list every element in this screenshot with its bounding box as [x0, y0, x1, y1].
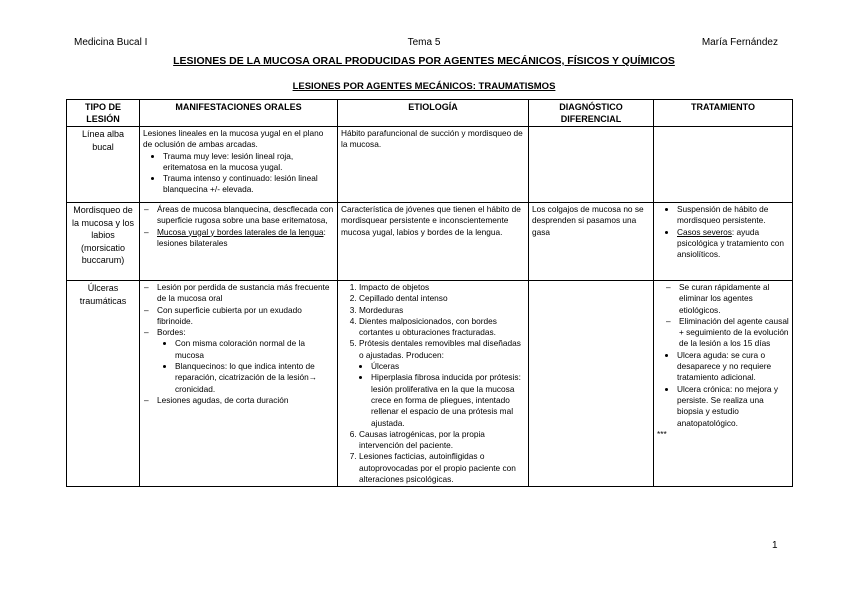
underlined-text: Mucosa yugal y bordes laterales de la lengua: [157, 226, 324, 237]
manifestations-list: [143, 204, 334, 249]
manifestations-list: [143, 282, 334, 406]
list-item: 1. Impacto de objetos: [359, 282, 525, 293]
list-item: – Eliminación del agente causal + seguimiento de la evolución de la lesión a los 15 días: [679, 316, 789, 350]
treatment-list: [657, 350, 789, 429]
list-item: 6. Causas iatrogénicas, por la propia intervención del paciente.: [359, 429, 525, 452]
table-row: [67, 203, 793, 281]
list-item: • Blanquecinos: lo que indica intento de reparación, cicatrización de la lesión→ cronicidad.: [175, 361, 334, 395]
list-item: [359, 338, 525, 428]
list-item: 4. Dientes malposicionados, con bordes cortantes u obturaciones fracturadas.: [359, 316, 525, 339]
header-author: María Fernández: [701, 37, 778, 48]
etiology-cell: Hábito parafuncional de succión y mordisqueo de la mucosa.: [338, 127, 529, 203]
treatment-cell: [654, 281, 793, 487]
header-course: Medicina Bucal I: [74, 37, 148, 48]
treatment-cell: [654, 203, 793, 281]
etiology-cell: Característica de jóvenes que tienen el hábito de mordisquear persistente e inconscientemente mucosa yugal, labios y bordes de la lengua.: [338, 203, 529, 281]
list-item: 7. Lesiones facticias, autoinfligidas o autoprovocadas por el propio paciente con alteraciones psicológicas.: [359, 451, 525, 485]
lesion-type: Mordisqueo de la mucosa y los labios (morsicatio buccarum): [67, 203, 140, 281]
etiology-cell: [338, 281, 529, 487]
list-item-text: Bordes:: [157, 327, 186, 338]
list-item: – Se curan rápidamente al eliminar los agentes etiológicos.: [679, 282, 789, 316]
manifestations-list: [143, 151, 334, 196]
list-item: • Hiperplasia fibrosa inducida por prótesis: lesión proliferativa en la que la mucosa crece en forma de pliegues, intentado rellenar el espacio de una prótesis mal ajustada.: [371, 372, 525, 428]
list-item: – Lesiones agudas, de corta duración: [157, 395, 334, 406]
treatment-list: [657, 204, 789, 260]
list-item-text: Prótesis dentales removibles mal diseñadas o ajustadas. Producen:: [359, 338, 521, 360]
section-subtitle: LESIONES POR AGENTES MECÁNICOS: TRAUMATISMOS: [292, 81, 556, 92]
etiology-list: [341, 282, 525, 485]
list-item-text: : ayuda psicológica y tratamiento con ansiolíticos.: [677, 226, 784, 260]
lesion-type: Úlceras traumáticas: [67, 281, 140, 487]
list-item: • Ulcera aguda: se cura o desaparece y no requiere tratamiento adicional.: [677, 350, 789, 384]
list-item: 2. Cepillado dental intenso: [359, 293, 525, 304]
lesion-type: Línea alba bucal: [67, 127, 140, 203]
column-header: ETIOLOGÍA: [338, 100, 529, 127]
column-header: TIPO DE LESIÓN: [67, 100, 140, 127]
list-item: • Úlceras: [371, 361, 525, 372]
list-item: [157, 327, 334, 395]
list-item: 3. Mordeduras: [359, 305, 525, 316]
list-item: – Con superficie cubierta por un exudado fibrinoide.: [157, 305, 334, 328]
manifestations-cell: [140, 127, 338, 203]
treatment-list: [657, 282, 789, 350]
list-item: • Ulcera crónica: no mejora y persiste. Se realiza una biopsia y estudio anatopatológico.: [677, 384, 789, 429]
list-item-text: : lesiones bilaterales: [157, 226, 326, 248]
nested-list: [157, 338, 334, 394]
list-item: [157, 227, 334, 250]
column-header: MANIFESTACIONES ORALES: [140, 100, 338, 127]
page-number: 1: [772, 540, 778, 551]
list-item: – Áreas de mucosa blanquecina, descflecada con superficie rugosa sobre una base eritematosa,: [157, 204, 334, 227]
column-header: DIAGNÓSTICO DIFERENCIAL: [529, 100, 654, 127]
manifestations-cell: [140, 203, 338, 281]
ellipsis-marker: ***: [657, 428, 667, 439]
list-item: • Trauma intenso y continuado: lesión lineal blanquecina +/- elevada.: [163, 173, 334, 196]
table-row: [67, 127, 793, 203]
diagnosis-cell: Los colgajos de mucosa no se desprenden si pasamos una gasa: [529, 203, 654, 281]
lesions-table: [66, 99, 793, 487]
list-item: • Trauma muy leve: lesión lineal roja, eritematosa en la mucosa yugal.: [163, 151, 334, 174]
list-item: [677, 227, 789, 261]
column-header: TRATAMIENTO: [654, 100, 793, 127]
table-row: [67, 281, 793, 487]
diagnosis-cell: [529, 281, 654, 487]
manifestations-cell: [140, 281, 338, 487]
diagnosis-cell: [529, 127, 654, 203]
header-topic: Tema 5: [407, 37, 441, 48]
document-title: LESIONES DE LA MUCOSA ORAL PRODUCIDAS POR AGENTES MECÁNICOS, FÍSICOS Y QUÍMICOS: [173, 55, 675, 67]
manifestations-intro: Lesiones lineales en la mucosa yugal en el plano de oclusión de ambas arcadas.: [143, 128, 324, 150]
list-item: • Suspensión de hábito de mordisqueo persistente.: [677, 204, 789, 227]
treatment-cell: [654, 127, 793, 203]
list-item: – Lesión por perdida de sustancia más frecuente de la mucosa oral: [157, 282, 334, 305]
table-header-row: [67, 100, 793, 127]
nested-list: [359, 361, 525, 429]
list-item: • Con misma coloración normal de la mucosa: [175, 338, 334, 361]
underlined-text: Casos severos: [677, 226, 732, 237]
